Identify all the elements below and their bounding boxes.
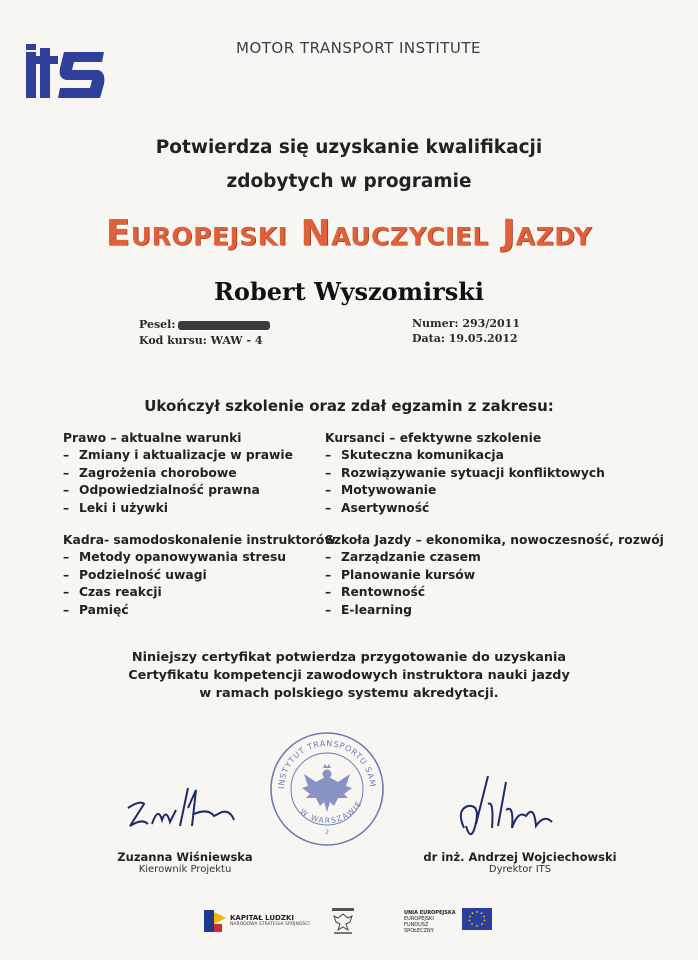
eu-line-1: UNIA EUROPEJSKA [404, 910, 456, 916]
topic-item: – Czas reakcji [63, 585, 162, 600]
topic-item: – Planowanie kursów [325, 567, 476, 582]
topics-subtitle: Ukończył szkolenie oraz zdał egzamin z zakresu: [144, 397, 554, 415]
closing-line-1: Niniejszy certyfikat potwierdza przygotowanie do uzyskania [131, 650, 567, 665]
institute-name: MOTOR TRANSPORT INSTITUTE [236, 39, 482, 57]
eu-line-3: FUNDUSZ SPOŁECZNY [404, 922, 434, 934]
kapital-ludzki-logo [202, 908, 312, 936]
intro-line-2: zdobytych w programie [226, 171, 472, 192]
pesel-redaction [178, 321, 270, 330]
course-code: Kod kursu: WAW - 4 [139, 334, 263, 347]
its-logo [24, 44, 110, 104]
topic-heading: Szkoła Jazdy – ekonomika, nowoczesność, rozwój [325, 533, 664, 547]
eu-flag-icon [462, 908, 492, 930]
kl-title: KAPITAŁ LUDZKI [230, 914, 294, 922]
eu-logo [404, 908, 494, 936]
topic-item: – Zagrożenia chorobowe [63, 465, 237, 480]
topic-heading: Kursanci – efektywne szkolenie [325, 431, 542, 445]
seal-number: 2 [325, 829, 329, 836]
signature-right [452, 770, 562, 845]
topic-item: – Skuteczna komunikacja [325, 448, 504, 463]
signatory-right [405, 850, 635, 875]
topic-item: – Rozwiązywanie sytuacji konfliktowych [325, 465, 605, 480]
intro-text [0, 131, 698, 199]
topic-block [325, 532, 664, 619]
topic-block [63, 430, 293, 517]
topic-item: – Odpowiedzialność prawna [63, 483, 260, 498]
pesel-field [139, 318, 270, 331]
intro-line-1: Potwierdza się uzyskanie kwalifikacji [155, 137, 543, 158]
topic-block [63, 532, 336, 619]
topic-item: – Rentowność [325, 585, 426, 600]
signatory-name: Zuzanna Wiśniewska [117, 850, 253, 864]
signatory-name: dr inż. Andrzej Wojciechowski [423, 850, 617, 864]
official-seal [268, 730, 386, 848]
certificate-number: Numer: 293/2011 [412, 317, 520, 330]
topic-heading: Kadra- samodoskonalenie instruktorów [63, 533, 336, 547]
topic-item: – Zmiany i aktualizacje w prawie [63, 448, 293, 463]
signatory-role: Dyrektor ITS [488, 864, 552, 875]
closing-line-2: Certyfikatu kompetencji zawodowych instruktora nauki jazdy [128, 668, 570, 683]
topic-item: – Metody opanowywania stresu [63, 550, 287, 565]
pesel-label: Pesel: [139, 318, 176, 331]
topic-block [325, 430, 605, 517]
closing-statement [0, 649, 698, 703]
eu-line-2: EUROPEJSKI [404, 916, 434, 922]
seal-ring-text: INSTYTUT TRANSPORTU SAM [276, 738, 378, 790]
signatory-role: Kierownik Projektu [138, 864, 232, 875]
ministry-emblem [328, 906, 358, 936]
kl-subtitle: NARODOWA STRATEGIA SPÓJNOŚCI [230, 922, 310, 927]
topic-item: – Zarządzanie czasem [325, 550, 481, 565]
topic-item: – Leki i używki [63, 500, 169, 515]
certificate-date: Data: 19.05.2012 [412, 332, 518, 345]
topic-item: – Podzielność uwagi [63, 567, 207, 582]
closing-line-3: w ramach polskiego systemu akredytacji. [199, 686, 499, 701]
seal-city: W WARSZAWIE [298, 798, 364, 826]
signature-left [118, 780, 248, 840]
topic-item: – Motywowanie [325, 483, 437, 498]
topic-item: – Asertywność [325, 500, 430, 515]
program-title: Europejski Nauczyciel Jazdy [105, 213, 593, 254]
eagle-emblem [302, 764, 352, 812]
topic-heading: Prawo – aktualne warunki [63, 431, 242, 445]
holder-name: Robert Wyszomirski [213, 277, 485, 306]
topic-item: – Pamięć [63, 602, 129, 617]
signatory-left [90, 850, 280, 875]
topic-item: – E-learning [325, 602, 412, 617]
